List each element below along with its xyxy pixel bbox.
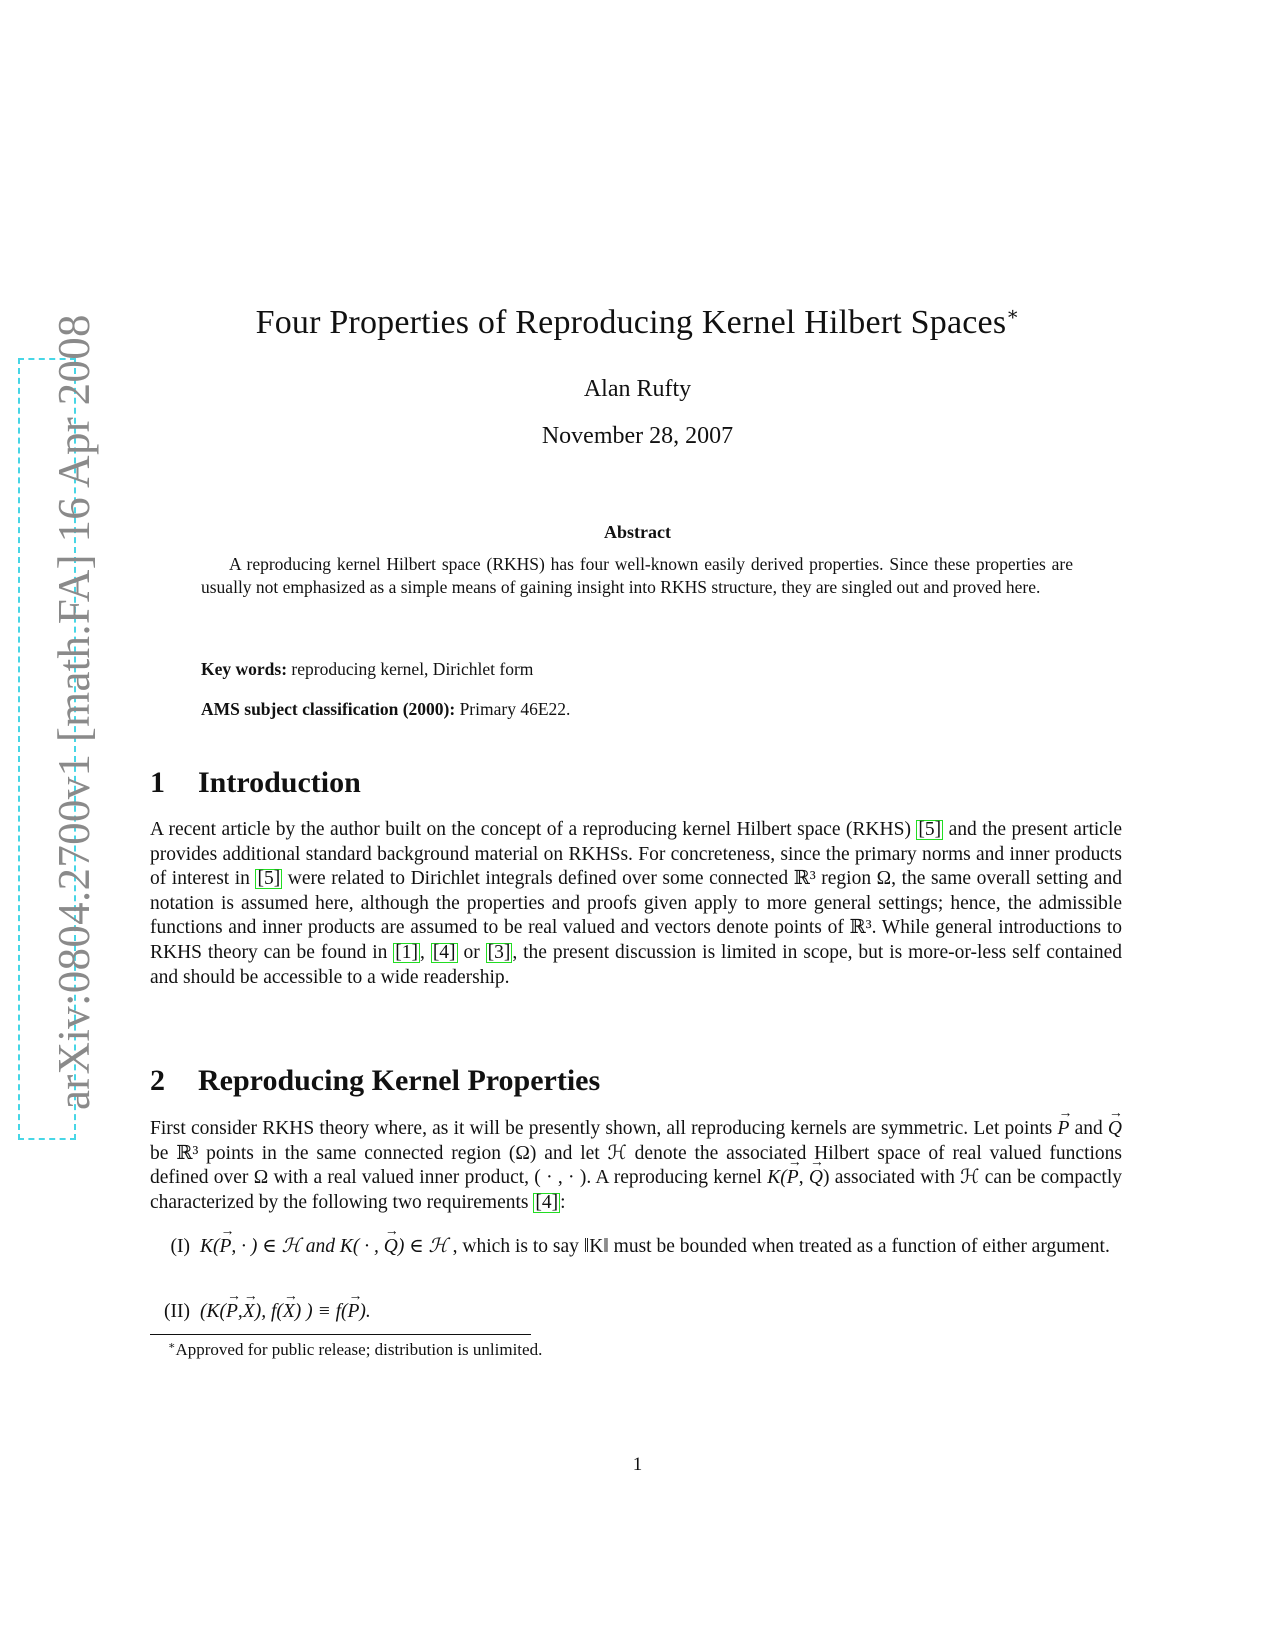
section-1-heading [150,766,361,800]
arxiv-stamp-label: arXiv:0804.2700v1 [math.FA] 16 Apr 2008 [49,314,99,1110]
vector-x: → X [243,1300,255,1325]
intro-separator: , [420,941,425,963]
vector-p: → P [1057,1117,1069,1142]
footnote [168,1339,542,1360]
citation-link[interactable]: [4] [535,1191,559,1213]
requirement-body [200,1235,1122,1260]
paper-date: November 28, 2007 [541,423,734,449]
req-math: (K( [200,1301,226,1322]
requirement-body [200,1300,1122,1325]
section-1-number: 1 [150,766,165,799]
citation-link[interactable]: [4] [432,941,456,963]
requirement-text: , which is to say ‖K‖ must be bounded when treated as a function of either argument. [452,1236,1110,1257]
kernel-comma: , [798,1167,809,1189]
requirement-label: (I) [170,1236,190,1257]
intro-text-1: A recent article by the author built on the concept of a reproducing kernel Hilbert space (RKHS) [150,819,911,840]
citation-link[interactable]: [1] [395,941,419,963]
page-number: 1 [632,1454,643,1475]
req-math: , [237,1301,243,1322]
sec2-colon: : [560,1191,566,1213]
keywords-label: Key words: [201,659,288,679]
intro-text-4: , the present discussion is limited in scope, but is more-or-less self contained and should be accessible to a wide readership. [150,941,1122,988]
vector-p: → P [220,1235,232,1260]
section-1-title: Introduction [198,766,361,799]
intro-separator: or [463,941,480,963]
intro-text-2: and the present article provides additional standard background material on RKHSs. For concreteness, since the primary norms and inner products of interest in [150,819,1123,890]
req-math: , · ) ∈ ℋ and K( · , [231,1236,384,1257]
requirement-label: (II) [164,1301,190,1322]
citation-link[interactable]: [5] [257,868,281,890]
sec2-text-2: be ℝ³ points in the same connected region (Ω) and let ℋ denote the associated Hilbert space of real valued functions defined over Ω with a real valued inner product, ( · , · ). A reproducing kernel [150,1142,1122,1189]
req-math: ), f( [254,1301,283,1322]
requirement-i [150,1235,1122,1260]
section-2-title: Reproducing Kernel Properties [198,1064,601,1097]
footnote-divider [150,1334,531,1335]
vector-x: → X [283,1300,295,1325]
citation-link[interactable]: [3] [487,941,511,963]
req-math: ) ∈ ℋ [397,1236,448,1257]
intro-text-3: were related to Dirichlet integrals defined over some connected ℝ³ region Ω, the same overall setting and notation is assumed here, although the properties and proofs given apply to more general settings; hence, the admissible functions and inner products are assumed to be real valued and vectors denote points of ℝ³. While general introductions to RKHS theory can be found in [150,868,1122,963]
kernel-close: ) [822,1167,830,1189]
ams-value: Primary 46E22. [459,699,571,719]
citation-link[interactable]: [5] [918,819,942,840]
introduction-paragraph [150,818,1122,990]
footnote-mark: ∗ [168,1340,176,1352]
sec2-text-1: First consider RKHS theory where, as it will be presently shown, all reproducing kernels are symmetric. Let points [150,1118,1053,1139]
keywords [201,659,1073,680]
req-math: ). [359,1301,371,1322]
footnote-text: Approved for public release; distribution is unlimited. [175,1340,543,1359]
section-2-number: 2 [150,1064,165,1097]
sec2-text-3: associated with ℋ can be compactly characterized by the following two requirements [150,1167,1123,1213]
abstract-text: A reproducing kernel Hilbert space (RKHS) has four well-known easily derived properties. Since these properties are usually not emphasized as a simple means of gaining insight into RKHS structure, they are singled out and proved here. [201,554,1073,597]
vector-q: → Q [809,1166,823,1191]
ams-classification [201,699,1073,720]
paper-title [0,303,1275,342]
req-math: ) ) ≡ f( [294,1301,348,1322]
abstract-heading: Abstract [604,522,671,542]
vector-q: → Q [384,1235,398,1260]
requirement-ii [150,1300,1122,1325]
title-footnote-mark: ∗ [1006,304,1020,325]
kernel-properties-paragraph [150,1117,1122,1215]
ams-label: AMS subject classification (2000): [201,699,456,719]
vector-p: → P [347,1300,359,1325]
author-name: Alan Rufty [583,376,692,402]
section-2-heading [150,1064,600,1098]
vector-p: → P [787,1166,799,1191]
keywords-value: reproducing kernel, Dirichlet form [291,659,534,679]
vector-q: → Q [1108,1117,1122,1142]
kernel-symbol: K( [767,1167,787,1189]
sec2-and: and [1074,1118,1103,1139]
paper-title-text: Four Properties of Reproducing Kernel Hilbert Spaces [255,304,1007,341]
vector-p: → P [226,1300,238,1325]
req-math: K( [200,1236,220,1257]
